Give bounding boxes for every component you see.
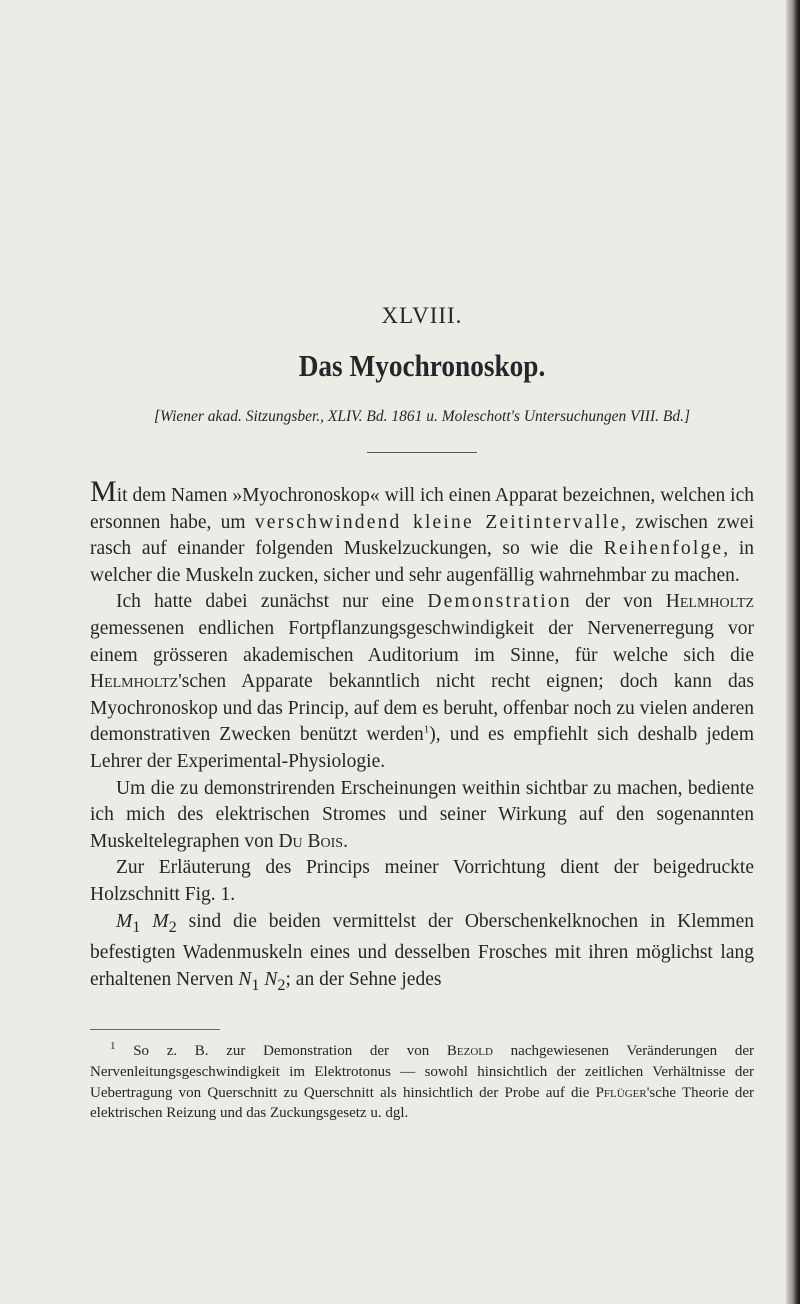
footnote-text-c: 'sche Theorie der elektrischen Reizung und das Zuckungsgesetz u. dgl. (90, 1084, 754, 1122)
footnote-marker: 1 (110, 1040, 116, 1052)
paragraph-1-text-c: , in welcher die Muskeln zucken, sicher und sehr augenfällig wahrnehmbar zu machen. (90, 538, 755, 586)
spaced-emphasis: Reihenfolge (603, 538, 724, 560)
footnote-text-b: nachgewiesenen Veränderungen der Nervenleitungsgeschwindigkeit im Elektrotonus — sowohl hinsichtlich der zeitlichen Verhältnisse der Uebertragung von Querschnitt zu Querschnitt als hinsichtlich der Probe auf die (90, 1043, 754, 1101)
paragraph-2-text-d: 'schen Apparate bekanntlich nicht recht eignen; doch kann das Myochronoskop und das Princip, auf dem es beruht, offenbar noch zu vielen anderen demonstrativen Zwecken benützt werden (90, 671, 754, 746)
page-edge-shadow (786, 0, 800, 1304)
symbol-m1: M (116, 910, 133, 932)
title-divider (367, 452, 477, 453)
page-title: Das Myochronoskop. (298, 348, 546, 383)
symbol-m2: M (152, 910, 169, 932)
drop-cap: M (90, 475, 117, 508)
symbol-n1: N (238, 968, 252, 990)
subscript: 2 (168, 917, 177, 936)
paragraph-3 (90, 776, 754, 856)
spaced-emphasis: Demonstration (427, 591, 572, 613)
paragraph-3-text-b: . (343, 830, 348, 852)
paragraph-5 (90, 909, 754, 999)
spaced-emphasis: verschwindend kleine Zeitintervalle (254, 511, 622, 533)
paragraph-3-text-a: Um die zu demonstrirenden Erscheinungen weithin sichtbar zu machen, bediente ich mich des elektrischen Stromes und seiner Wirkung auf den sogenannten Muskeltelegraphen von (90, 777, 754, 852)
paragraph-1 (90, 475, 755, 589)
author-name: Du Bois (278, 830, 344, 852)
author-name: Pflüger (595, 1084, 647, 1101)
book-page (90, 0, 754, 1304)
paragraph-2 (90, 589, 754, 775)
paragraph-2-text-a: Ich hatte dabei zunächst nur eine (116, 591, 428, 613)
paragraph-1-text-a: it dem Namen »Myochronoskop« will ich einen Apparat bezeichnen, welchen ich ersonnen habe, um (90, 485, 754, 533)
subscript: 1 (132, 917, 141, 936)
author-name: Helmholtz (665, 591, 754, 613)
paragraph-2-text-e: ), und es empfiehlt sich deshalb jedem Lehrer der Experimental-Physiologie. (90, 724, 754, 772)
paragraph-5-text-a: sind die beiden vermittelst der Oberschenkelknochen in Klemmen befestigten Wadenmuskeln eines und desselben Frosches mit ihren möglichst lang erhaltenen Nerven (90, 910, 755, 990)
source-citation: [Wiener akad. Sitzungsber., XLIV. Bd. 1861 u. Moleschott's Untersuchungen VIII. Bd.] (154, 408, 690, 425)
footnote-text-a: So z. B. zur Demonstration der von (133, 1043, 447, 1059)
body-text (90, 475, 755, 998)
paragraph-2-text-b: der von (571, 591, 666, 613)
footnote (90, 1041, 754, 1124)
subscript: 1 (251, 975, 260, 994)
author-name: Bezold (446, 1043, 493, 1059)
paragraph-5-text-b: ; an der Sehne jedes (285, 968, 442, 990)
footnote-reference: 1 (423, 723, 430, 736)
author-name: Helmholtz (90, 671, 179, 693)
chapter-number: XLVIII. (381, 303, 463, 328)
footnote-divider (90, 1029, 220, 1030)
symbol-n2: N (264, 968, 278, 990)
subscript: 2 (277, 975, 286, 994)
paragraph-2-text-c: gemessenen endlichen Fortpflanzungsgeschwindigkeit der Nervenerregung vor einem grösseren akademischen Auditorium im Sinne, für welche sich die (90, 617, 754, 666)
paragraph-4: Zur Erläuterung des Princips meiner Vorrichtung dient der beigedruckte Holzschnitt Fig. 1. (90, 857, 754, 905)
paragraph-1-text-b: , zwischen zwei rasch auf einander folgenden Muskelzuckungen, so wie die (90, 511, 754, 560)
